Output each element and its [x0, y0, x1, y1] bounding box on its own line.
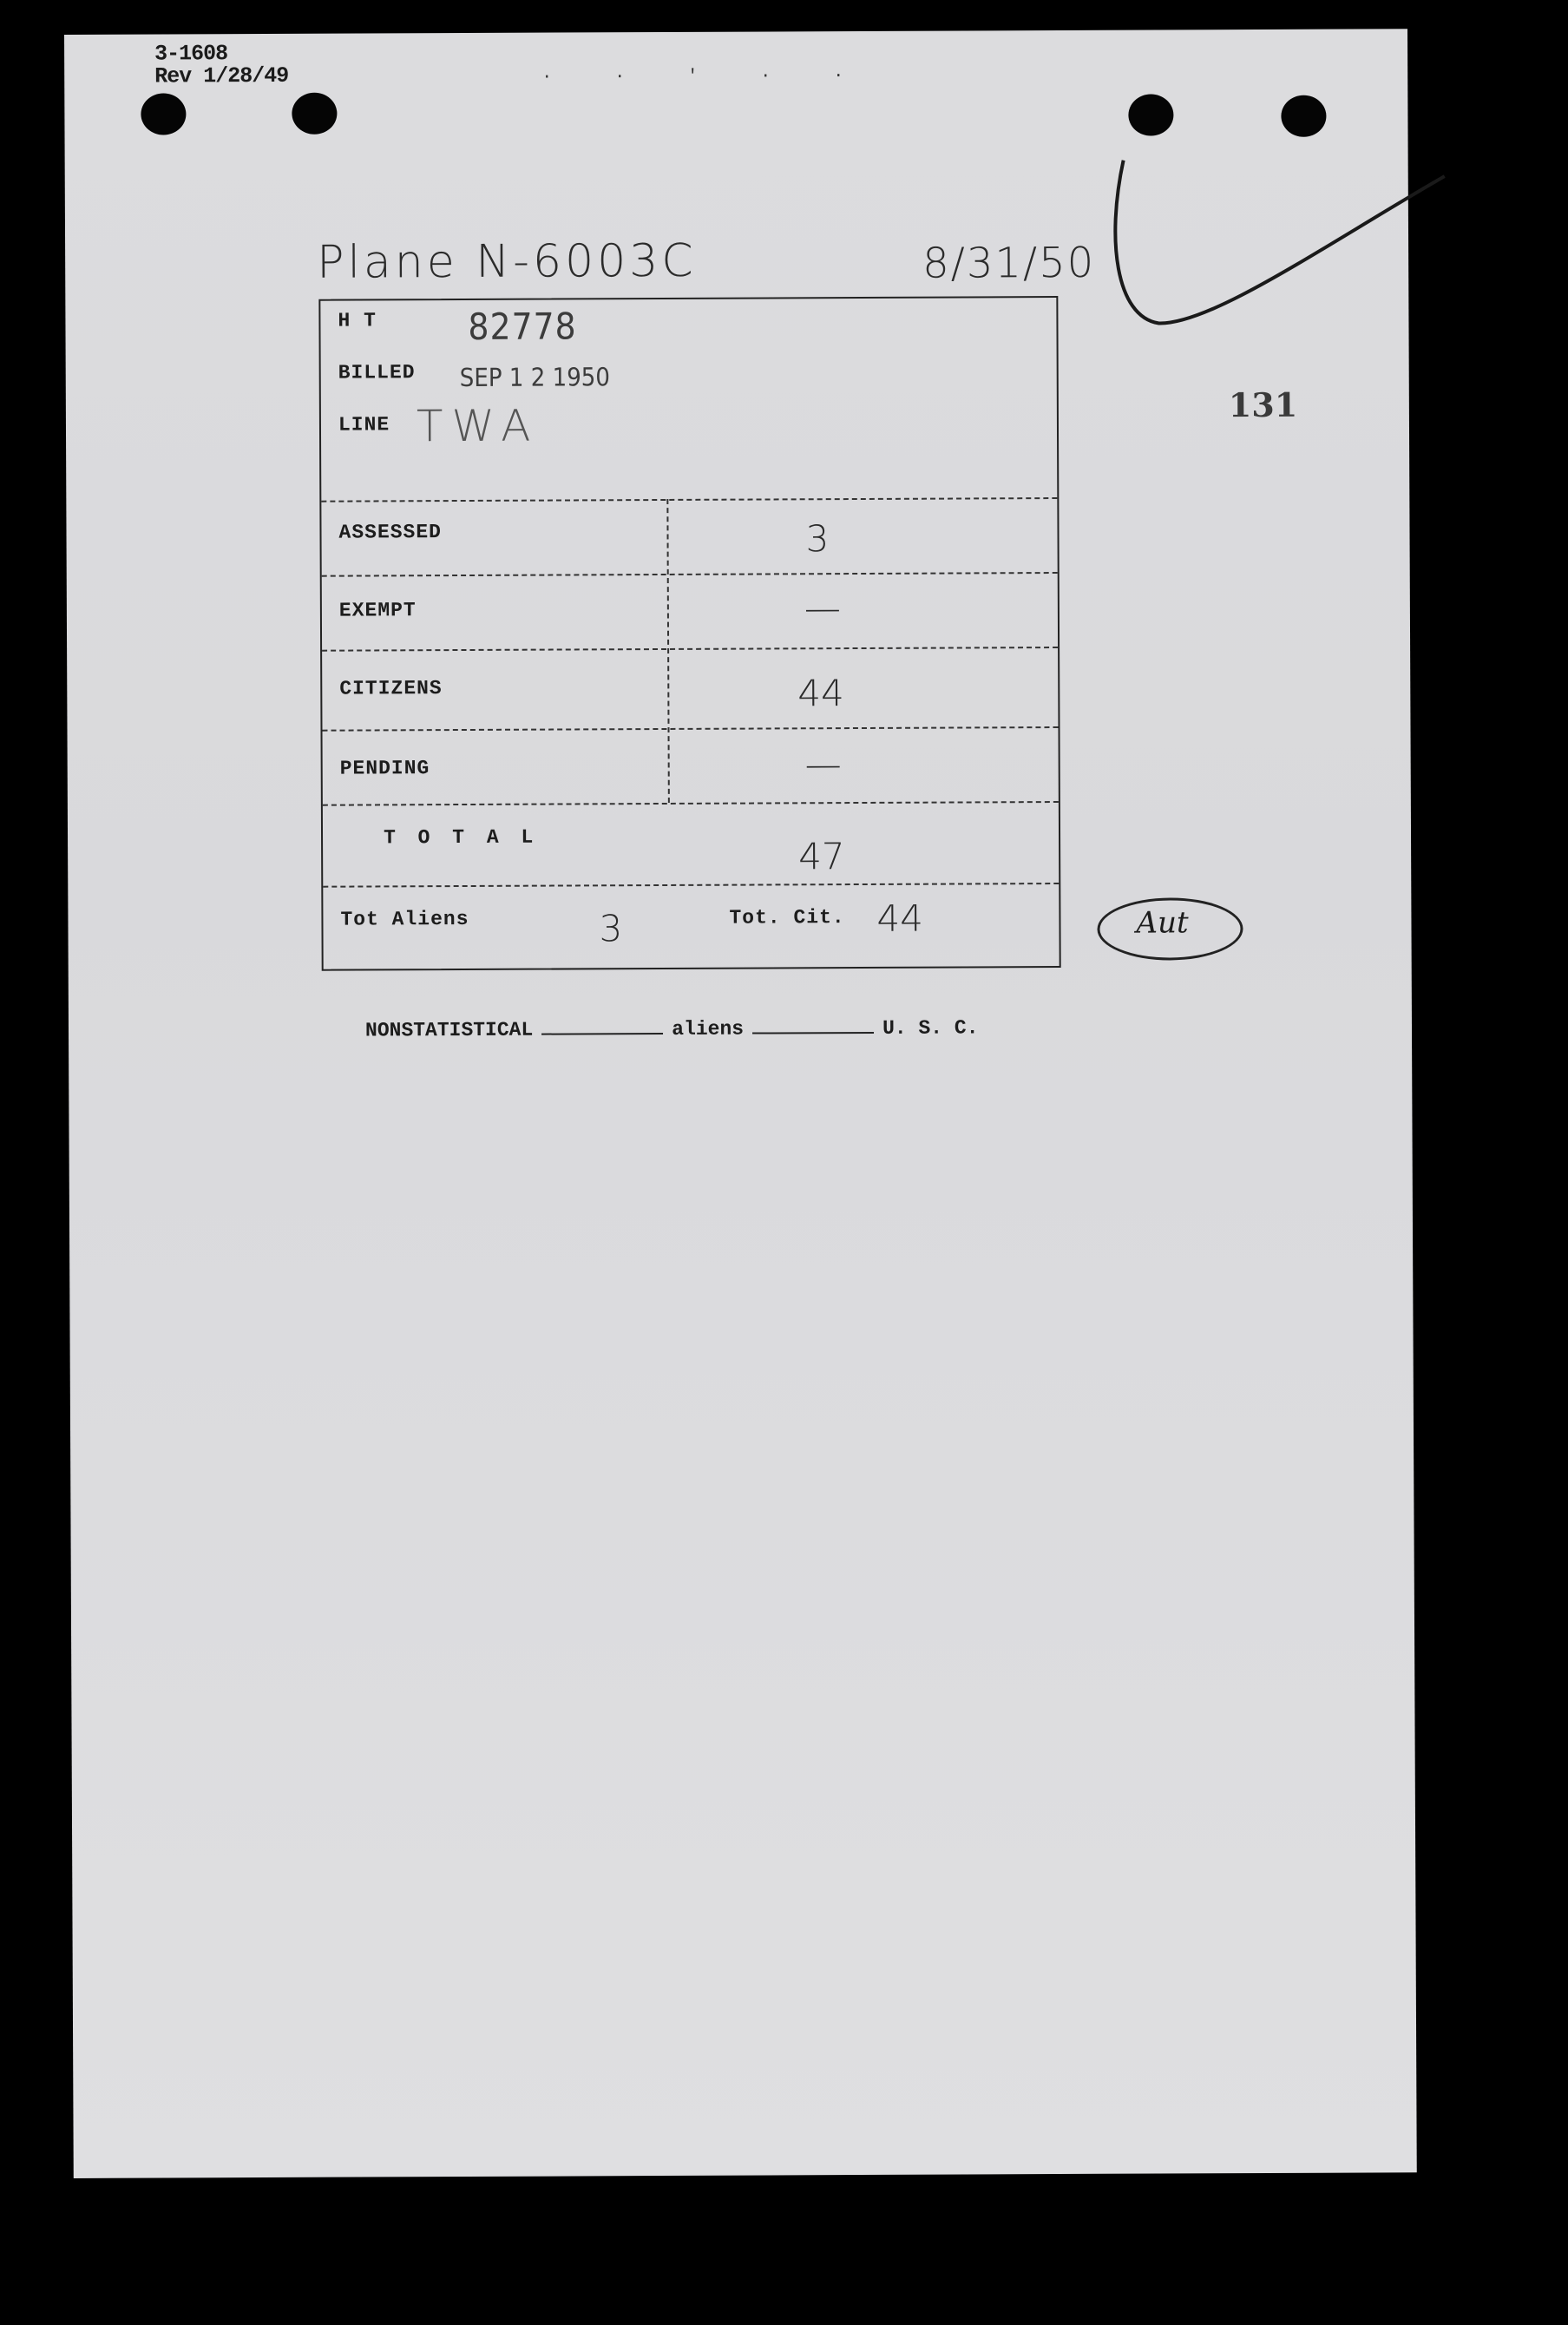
form-number-block [154, 43, 288, 89]
plane-number: Plane N-6003C [317, 234, 697, 289]
page-number: 131 [1228, 384, 1298, 425]
blank-line [752, 1032, 874, 1034]
row-label: ASSESSED [338, 521, 442, 544]
row-value: — [804, 587, 841, 630]
table-row [323, 728, 1059, 806]
total-label: T O T A L [383, 825, 539, 850]
billed-date-stamp: SEP 1 2 1950 [459, 362, 611, 393]
check-mark [1098, 141, 1463, 369]
initials: Aut [1136, 905, 1189, 941]
top-marks: · · ' · · [541, 65, 870, 88]
total-row [323, 803, 1059, 888]
billed-label: BILLED [338, 361, 416, 384]
ht-value: 82778 [468, 305, 577, 348]
row-value: 44 [797, 672, 844, 715]
blank-line [541, 1033, 663, 1035]
ht-label: H T [338, 309, 377, 332]
document-page [64, 29, 1417, 2178]
form-header [320, 298, 1057, 502]
usc-label: U. S. C. [882, 1016, 979, 1040]
punch-hole [292, 93, 337, 135]
row-value: 3 [805, 517, 830, 561]
nonstat-label: NONSTATISTICAL [364, 1018, 534, 1042]
tot-aliens-label: Tot Aliens [340, 907, 469, 931]
row-label: EXEMPT [338, 599, 417, 622]
row-label: CITIZENS [339, 677, 443, 700]
line-value: TWA [416, 400, 540, 452]
tot-cit-label: Tot. Cit. [729, 906, 845, 929]
table-row [321, 497, 1057, 577]
line-label: LINE [338, 413, 390, 437]
initials-stamp [1097, 897, 1243, 961]
table-row [322, 648, 1058, 732]
row-label: PENDING [339, 757, 430, 780]
row-value: — [804, 743, 842, 786]
punch-hole [1128, 94, 1173, 135]
form-revision: Rev 1/28/49 [154, 62, 289, 89]
total-value: 47 [798, 835, 845, 878]
aliens-label: aliens [672, 1017, 745, 1041]
punch-hole [1281, 95, 1326, 137]
handwritten-date: 8/31/50 [922, 238, 1096, 288]
manifest-form [318, 296, 1060, 971]
nonstatistical-line [365, 1016, 979, 1041]
table-row [322, 574, 1058, 652]
form-number: 3-1608 [154, 41, 228, 67]
tot-cit-value: 44 [876, 897, 924, 940]
tot-aliens-value: 3 [599, 907, 623, 950]
punch-hole [141, 93, 186, 135]
